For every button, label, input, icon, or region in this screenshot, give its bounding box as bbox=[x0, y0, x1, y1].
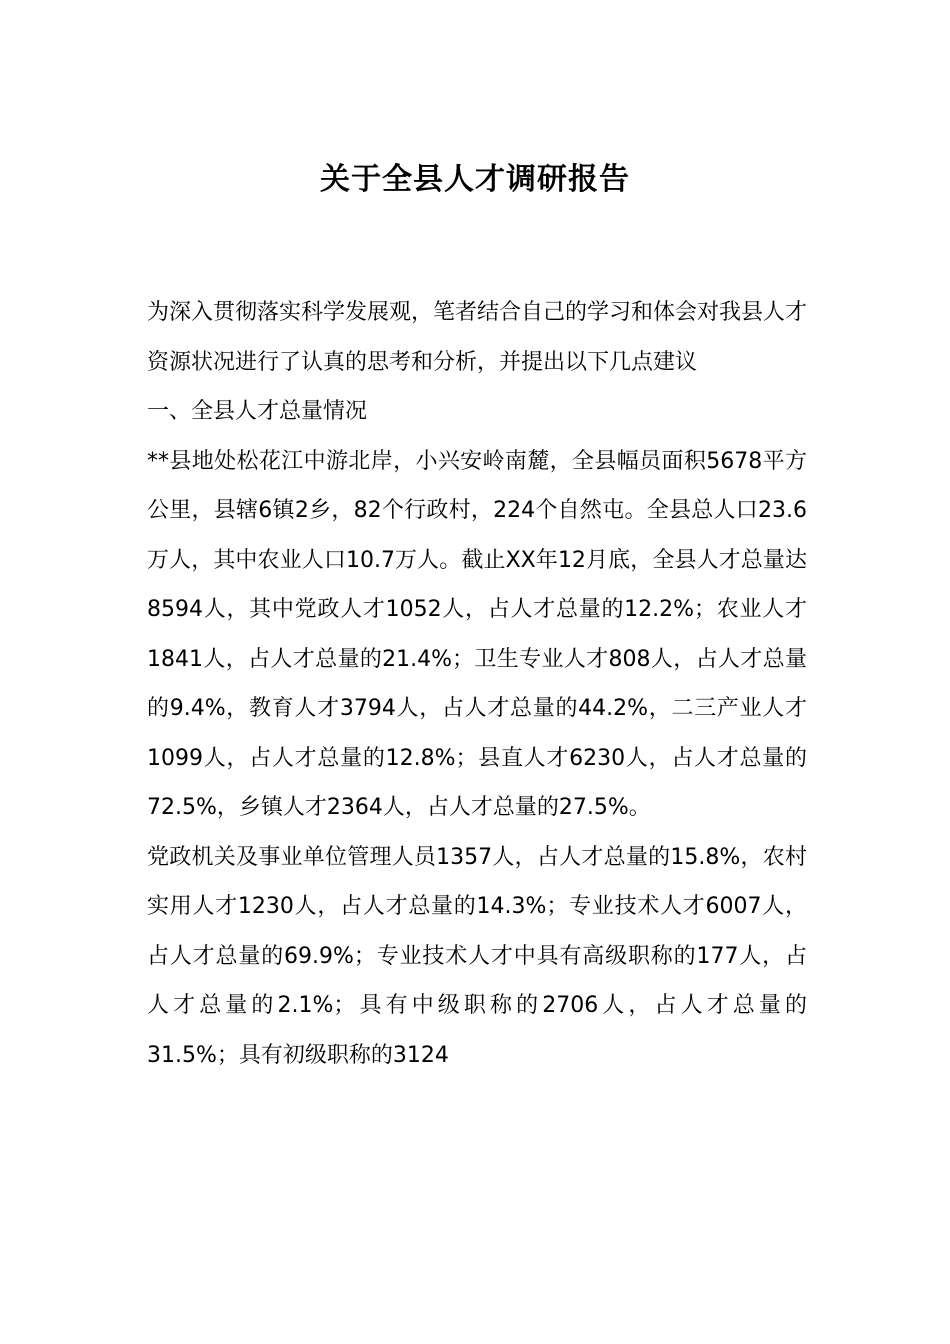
document-body bbox=[147, 288, 807, 1080]
category-paragraph: 党政机关及事业单位管理人员1357人，占人才总量的15.8%，农村实用人才1230人，占人才总量的14.3%；专业技术人才6007人，占人才总量的69.9%；专业技术人才中具有高级职称的177人，占人才总量的2.1%；具有中级职称的2706人，占人才总量的31.5%；具有初级职称的3124 bbox=[147, 844, 807, 1068]
intro-paragraph: 为深入贯彻落实科学发展观，笔者结合自己的学习和体会对我县人才资源状况进行了认真的思考和分析，并提出以下几点建议 bbox=[147, 300, 808, 375]
document-title: 关于全县人才调研报告 bbox=[320, 162, 630, 197]
overview-paragraph: **县地处松花江中游北岸，小兴安岭南麓，全县幅员面积5678平方公里，县辖6镇2乡，82个行政村，224个自然屯。全县总人口23.6万人，其中农业人口10.7万人。截止XX年12月底，全县人才总量达8594人，其中党政人才1052人，占人才总量的12.2%；农业人才1841人，占人才总量的21.4%；卫生专业人才808人，占人才总量的9.4%，教育人才3794人，占人才总量的44.2%，二三产业人才1099人，占人才总量的12.8%；县直人才6230人，占人才总量的72.5%，乡镇人才2364人，占人才总量的27.5%。 bbox=[147, 448, 807, 820]
section-heading: 一、全县人才总量情况 bbox=[147, 399, 368, 424]
